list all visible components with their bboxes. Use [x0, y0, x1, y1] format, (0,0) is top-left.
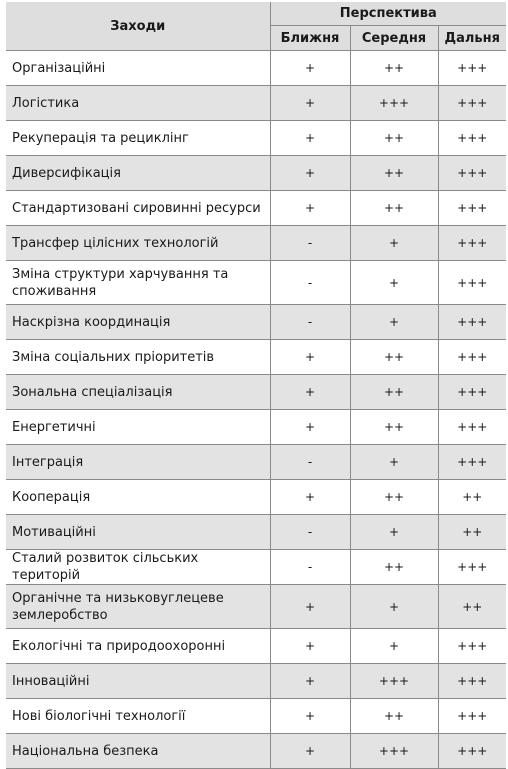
- near-cell: +: [270, 340, 350, 375]
- row-label: Логістика: [6, 86, 270, 121]
- row-label: Зональна спеціалізація: [6, 375, 270, 410]
- table-row: [6, 629, 506, 664]
- row-label: Зміна соціальних пріоритетів: [6, 340, 270, 375]
- medium-cell: +: [350, 305, 438, 340]
- long-cell: +++: [438, 550, 506, 585]
- table-row: [6, 51, 506, 86]
- table-row: [6, 226, 506, 261]
- row-label: Енергетичні: [6, 410, 270, 445]
- medium-cell: +++: [350, 664, 438, 699]
- row-label: Нові біологічні технології: [6, 699, 270, 734]
- near-cell: +: [270, 51, 350, 86]
- row-label: Органічне та низьковуглецеве землеробство: [6, 585, 270, 629]
- table-row: [6, 261, 506, 305]
- medium-cell: ++: [350, 156, 438, 191]
- row-label: Національна безпека: [6, 734, 270, 769]
- table-row: [6, 550, 506, 585]
- header-perspective: Перспектива: [270, 2, 506, 26]
- row-label: Диверсифікація: [6, 156, 270, 191]
- measures-table: [6, 2, 506, 769]
- medium-cell: +: [350, 629, 438, 664]
- table-row: [6, 585, 506, 629]
- medium-cell: ++: [350, 550, 438, 585]
- near-cell: -: [270, 261, 350, 305]
- medium-cell: ++: [350, 410, 438, 445]
- near-cell: -: [270, 305, 350, 340]
- medium-cell: ++: [350, 480, 438, 515]
- row-label: Кооперація: [6, 480, 270, 515]
- table-row: [6, 121, 506, 156]
- near-cell: +: [270, 629, 350, 664]
- row-label: Трансфер цілісних технологій: [6, 226, 270, 261]
- header-long: Дальня: [438, 26, 506, 51]
- medium-cell: +++: [350, 734, 438, 769]
- row-label: Інтеграція: [6, 445, 270, 480]
- row-label: Зміна структури харчування та споживання: [6, 261, 270, 305]
- long-cell: +++: [438, 226, 506, 261]
- medium-cell: ++: [350, 699, 438, 734]
- long-cell: ++: [438, 585, 506, 629]
- near-cell: +: [270, 86, 350, 121]
- near-cell: +: [270, 375, 350, 410]
- near-cell: +: [270, 734, 350, 769]
- table-row: [6, 515, 506, 550]
- long-cell: +++: [438, 86, 506, 121]
- medium-cell: ++: [350, 51, 438, 86]
- medium-cell: +: [350, 585, 438, 629]
- long-cell: +++: [438, 699, 506, 734]
- medium-cell: ++: [350, 340, 438, 375]
- table-row: [6, 664, 506, 699]
- row-label: Стандартизовані сировинні ресурси: [6, 191, 270, 226]
- table-row: [6, 445, 506, 480]
- row-label: Сталий розвиток сільських територій: [6, 550, 270, 585]
- long-cell: +++: [438, 734, 506, 769]
- medium-cell: +++: [350, 86, 438, 121]
- near-cell: +: [270, 699, 350, 734]
- medium-cell: +: [350, 515, 438, 550]
- table-row: [6, 375, 506, 410]
- long-cell: +++: [438, 445, 506, 480]
- row-label: Інноваційні: [6, 664, 270, 699]
- row-label: Екологічні та природоохоронні: [6, 629, 270, 664]
- long-cell: +++: [438, 51, 506, 86]
- table-row: [6, 734, 506, 769]
- header-measures: Заходи: [6, 2, 270, 51]
- near-cell: -: [270, 226, 350, 261]
- near-cell: +: [270, 121, 350, 156]
- long-cell: +++: [438, 156, 506, 191]
- table-row: [6, 699, 506, 734]
- medium-cell: +: [350, 226, 438, 261]
- near-cell: -: [270, 515, 350, 550]
- long-cell: +++: [438, 375, 506, 410]
- long-cell: +++: [438, 340, 506, 375]
- header-near: Ближня: [270, 26, 350, 51]
- long-cell: +++: [438, 629, 506, 664]
- row-label: Організаційні: [6, 51, 270, 86]
- near-cell: +: [270, 664, 350, 699]
- near-cell: +: [270, 191, 350, 226]
- near-cell: -: [270, 445, 350, 480]
- near-cell: +: [270, 585, 350, 629]
- row-label: Мотиваційні: [6, 515, 270, 550]
- medium-cell: +: [350, 261, 438, 305]
- row-label: Наскрізна координація: [6, 305, 270, 340]
- long-cell: +++: [438, 664, 506, 699]
- near-cell: -: [270, 550, 350, 585]
- medium-cell: ++: [350, 191, 438, 226]
- long-cell: +++: [438, 305, 506, 340]
- table-row: [6, 191, 506, 226]
- medium-cell: ++: [350, 121, 438, 156]
- table-row: [6, 305, 506, 340]
- long-cell: +++: [438, 410, 506, 445]
- table-row: [6, 480, 506, 515]
- near-cell: +: [270, 410, 350, 445]
- near-cell: +: [270, 156, 350, 191]
- medium-cell: ++: [350, 375, 438, 410]
- long-cell: +++: [438, 121, 506, 156]
- table-row: [6, 410, 506, 445]
- medium-cell: +: [350, 445, 438, 480]
- header-medium: Середня: [350, 26, 438, 51]
- table-row: [6, 156, 506, 191]
- table-row: [6, 86, 506, 121]
- row-label: Рекуперація та рециклінг: [6, 121, 270, 156]
- table-row: [6, 340, 506, 375]
- long-cell: ++: [438, 515, 506, 550]
- long-cell: +++: [438, 191, 506, 226]
- near-cell: +: [270, 480, 350, 515]
- long-cell: ++: [438, 480, 506, 515]
- long-cell: +++: [438, 261, 506, 305]
